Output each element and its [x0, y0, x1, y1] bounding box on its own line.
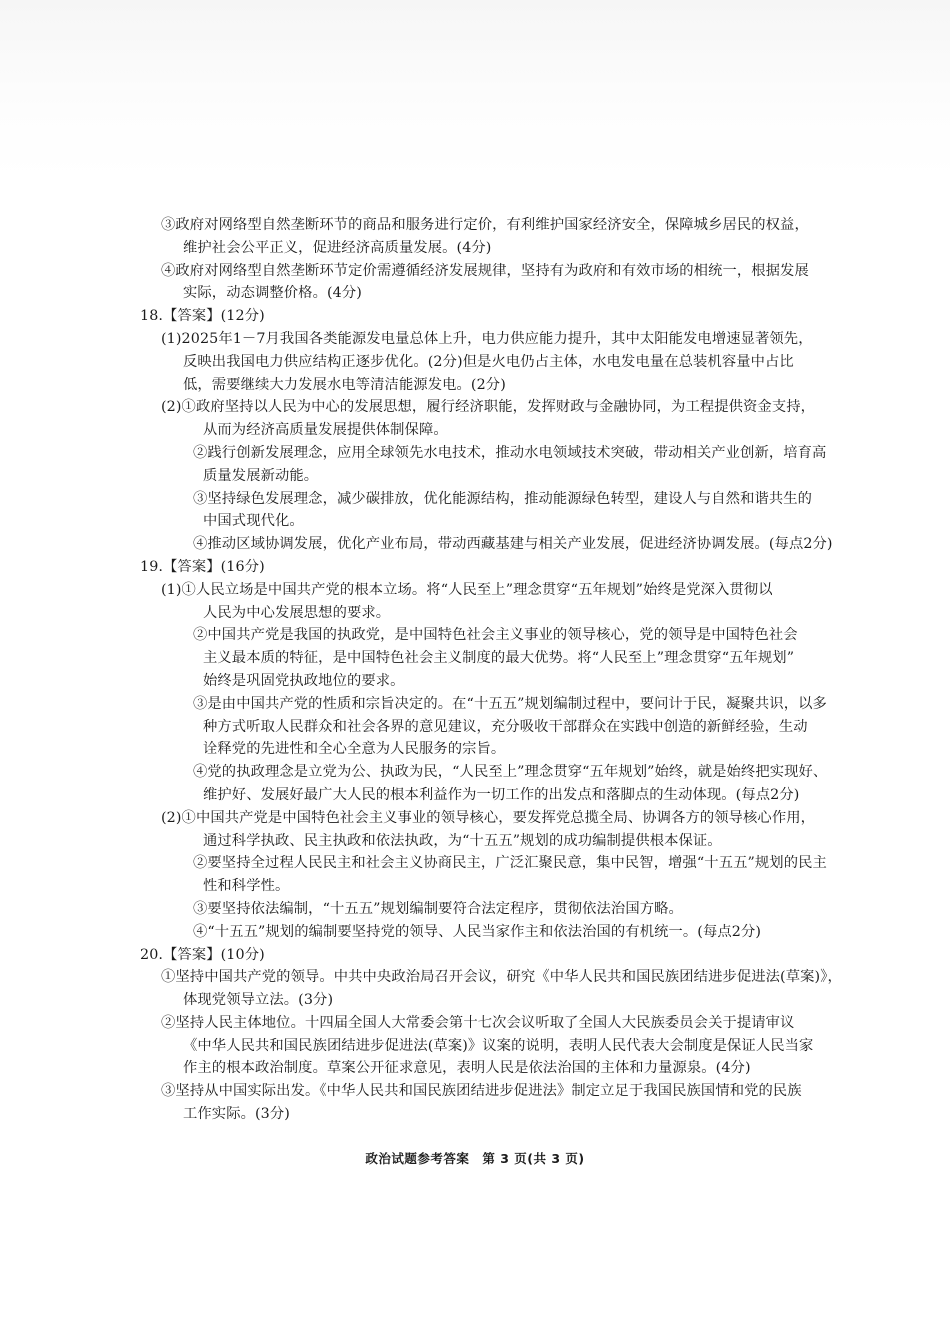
text-line: 始终是巩固党执政地位的要求。: [203, 672, 405, 689]
text-line: 体现党领导立法。(3分): [183, 992, 334, 1009]
text-line: 中国式现代化。: [203, 513, 304, 530]
text-line: ③政府对网络型自然垄断环节的商品和服务进行定价，有利维护国家经济安全，保障城乡居民的权益，: [161, 217, 809, 233]
q20-point-2: [140, 1012, 820, 1080]
page-footer: 政治试题参考答案 第 3 页(共 3 页): [365, 1151, 585, 1166]
text-line: 主义最本质的特征，是中国特色社会主义制度的最大优势。将“人民至上”理念贯穿“五年规划”: [203, 650, 795, 667]
text-line: 通过科学执政、民主执政和依法执政，为“十五五”规划的成功编制提供根本保证。: [203, 832, 722, 849]
text-line: 低，需要继续大力发展水电等清洁能源发电。(2分): [183, 376, 506, 393]
text-line: ④“十五五”规划的编制要坚持党的领导、人民当家作主和依法治国的有机统一。(每点2分): [193, 923, 762, 940]
text-line: ③坚持绿色发展理念，减少碳排放，优化能源结构，推动能源绿色转型，建设人与自然和谐共生的: [193, 490, 813, 507]
text-line: 人民为中心发展思想的要求。: [203, 604, 391, 621]
text-line: ②要坚持全过程人民民主和社会主义协商民主，广泛汇聚民意，集中民智，增强“十五五”规划的民主: [193, 855, 827, 872]
q17-point-4: [140, 260, 820, 306]
text-line: (1)2025年1－7月我国各类能源发电量总体上升，电力供应能力提升，其中太阳能发电增速显著领先，: [161, 330, 813, 347]
text-line: ②中国共产党是我国的执政党，是中国特色社会主义事业的领导核心，党的领导是中国特色社会: [193, 627, 798, 644]
scan-shading: [0, 0, 950, 180]
text-line: 诠释党的先进性和全心全意为人民服务的宗旨。: [203, 741, 506, 758]
text-line: ③是由中国共产党的性质和宗旨决定的。在“十五五”规划编制过程中，要问计于民，凝聚共识，以多: [193, 695, 827, 712]
q17-point-3: [140, 214, 820, 260]
q20-point-1: [140, 966, 842, 1012]
text-line: ④党的执政理念是立党为公、执政为民，“人民至上”理念贯穿“五年规划”始终，就是始终把实现好、: [193, 764, 828, 781]
text-line: ④政府对网络型自然垄断环节定价需遵循经济发展规律，坚持有为政府和有效市场的相统一，根据发展: [161, 262, 809, 279]
text-line: 质量发展新动能。: [203, 467, 319, 484]
q19-header: 19.【答案】(16分): [140, 558, 265, 575]
text-line: ③坚持从中国实际出发。《中华人民共和国民族团结进步促进法》制定立足于我国民族国情和党的民族: [161, 1083, 802, 1100]
text-line: (2)①政府坚持以人民为中心的发展思想，履行经济职能，发挥财政与金融协同，为工程提供资金支持，: [161, 399, 816, 416]
q19-part-1: [140, 579, 828, 807]
text-line: 实际，动态调整价格。(4分): [183, 285, 362, 302]
text-line: 工作实际。(3分): [183, 1106, 290, 1123]
q19-part-2: [140, 807, 827, 944]
text-line: ③要坚持依法编制，“十五五”规划编制要符合法定程序，贯彻依法治国方略。: [193, 900, 683, 917]
text-line: (1)①人民立场是中国共产党的根本立场。将“人民至上”理念贯穿“五年规划”始终是党深入贯彻以: [161, 581, 773, 598]
text-line: 种方式听取人民群众和社会各界的意见建议，充分吸收干部群众在实践中创造的新鲜经验，生动: [203, 718, 808, 735]
text-line: ①坚持中国共产党的领导。中共中央政治局召开会议，研究《中华人民共和国民族团结进步促进法(草案)》，: [161, 969, 842, 986]
text-line: 作主的根本政治制度。草案公开征求意见，表明人民是依法治国的主体和力量源泉。(4分): [183, 1060, 751, 1077]
q18-header: 18.【答案】(12分): [140, 308, 265, 325]
text-line: 从而为经济高质量发展提供体制保障。: [203, 422, 448, 439]
text-line: 性和科学性。: [203, 878, 290, 895]
q18-part-2: [140, 396, 833, 556]
text-line: 反映出我国电力供应结构正逐步优化。(2分)但是火电仍占主体，水电发电量在总装机容量中占比: [183, 353, 794, 370]
text-line: 维护好、发展好最广大人民的根本利益作为一切工作的出发点和落脚点的生动体现。(每点2分): [203, 786, 800, 803]
text-line: ④推动区域协调发展，优化产业布局，带动西藏基建与相关产业发展，促进经济协调发展。(每点2分): [193, 536, 833, 553]
answer-content: [140, 214, 842, 1126]
text-line: 维护社会公平正义，促进经济高质量发展。(4分): [183, 239, 492, 256]
q20-header: 20.【答案】(10分): [140, 946, 265, 963]
q18-part-1: [140, 328, 820, 396]
text-line: ②坚持人民主体地位。十四届全国人大常委会第十七次会议听取了全国人大民族委员会关于提请审议: [161, 1014, 795, 1031]
text-line: ②践行创新发展理念，应用全球领先水电技术，推动水电领域技术突破，带动相关产业创新，培育高: [193, 444, 827, 461]
text-line: (2)①中国共产党是中国特色社会主义事业的领导核心，要发挥党总揽全局、协调各方的领导核心作用，: [161, 809, 816, 826]
text-line: 《中华人民共和国民族团结进步促进法(草案)》议案的说明，表明人民代表大会制度是保证人民当家: [183, 1037, 814, 1054]
q20-point-3: [140, 1080, 820, 1126]
